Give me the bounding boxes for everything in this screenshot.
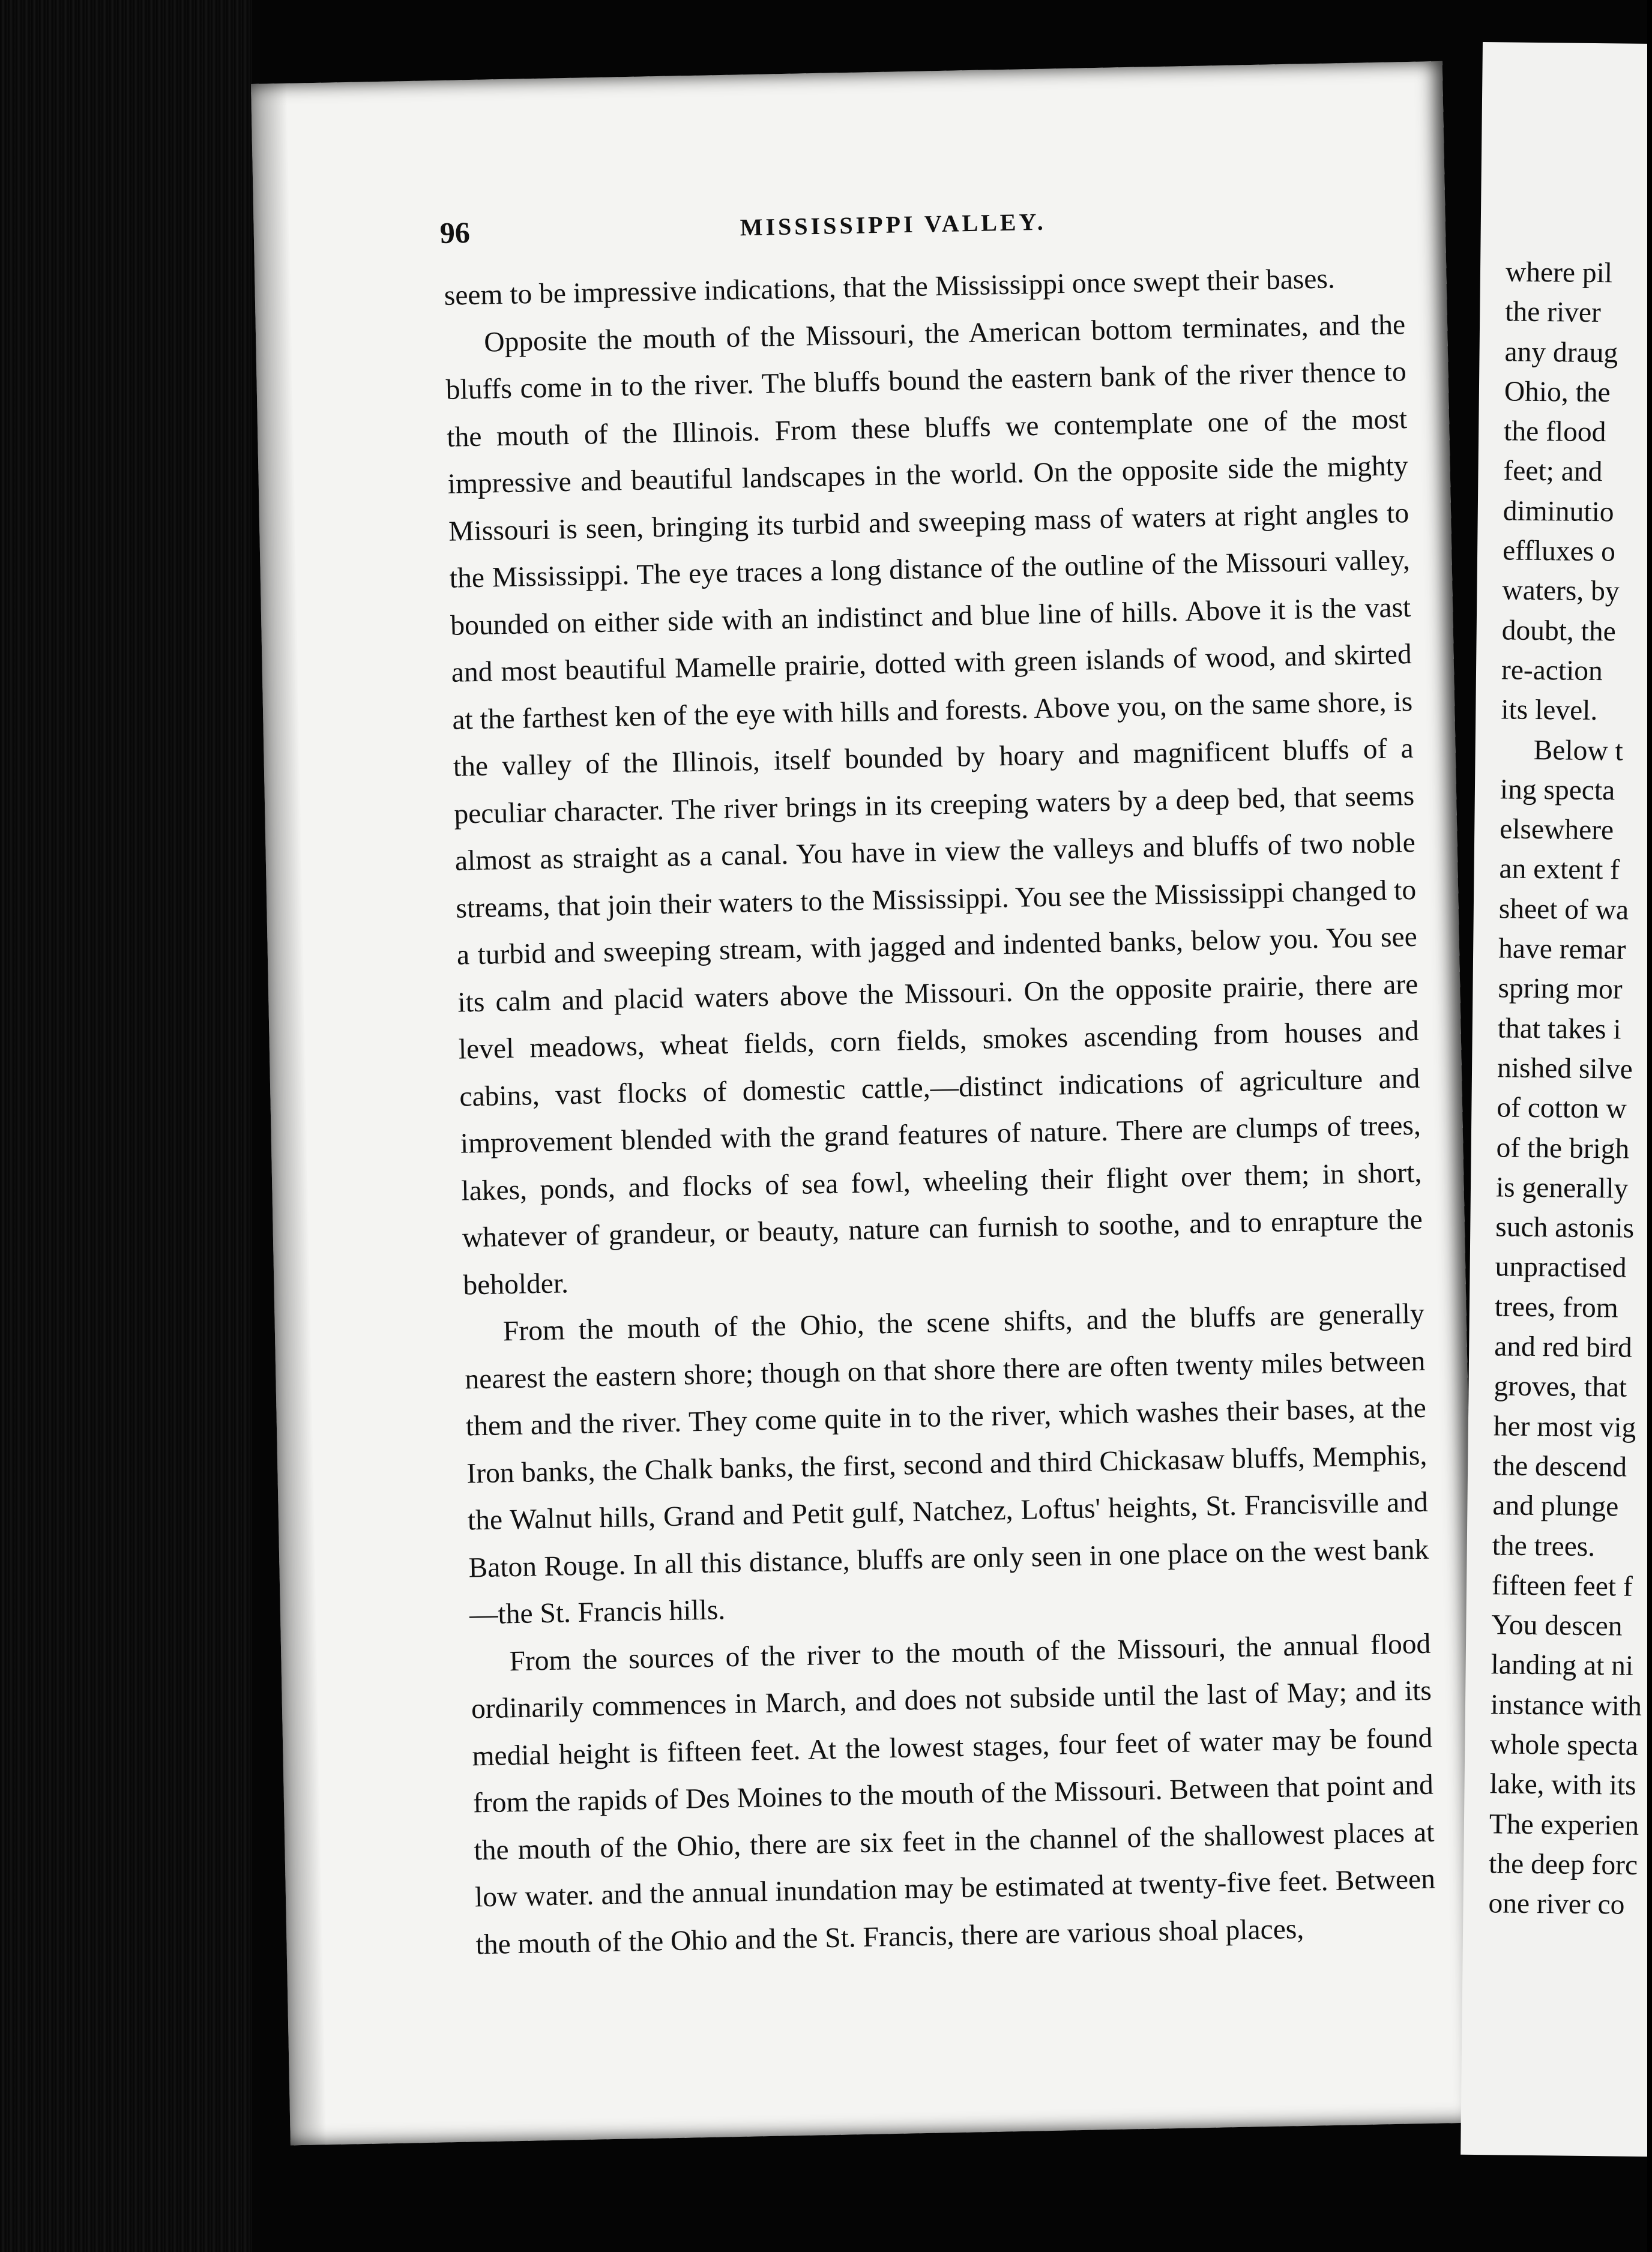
right-page-line: its level. (1501, 694, 1598, 727)
right-page-line: Ohio, the (1504, 376, 1611, 409)
right-page-line: The experien (1489, 1808, 1639, 1841)
right-page-line: You descen (1491, 1609, 1623, 1642)
right-page-text (1488, 252, 1652, 1927)
right-page-line: the trees. (1492, 1529, 1596, 1562)
right-page-line: elsewhere (1499, 813, 1614, 846)
right-page-line: ing specta (1500, 774, 1615, 807)
scan-edge (1647, 0, 1652, 2252)
right-page-line: of the brigh (1496, 1131, 1630, 1165)
page-header (439, 197, 1400, 257)
right-page-line: that takes i (1497, 1012, 1621, 1046)
right-page-line: doubt, the (1501, 615, 1616, 648)
right-page-line: any draug (1504, 336, 1618, 369)
right-page-line: groves, that (1494, 1370, 1627, 1403)
right-page-partial (1461, 42, 1652, 2157)
right-page-line: waters, by (1502, 574, 1620, 607)
right-page-line: feet; and (1503, 455, 1603, 488)
right-page-line: the river (1505, 296, 1602, 329)
right-page-line: nished silve (1497, 1052, 1633, 1085)
right-page-line: sheet of wa (1498, 893, 1629, 926)
right-page-line: effluxes o (1502, 535, 1616, 568)
right-page-line: landing at ni (1491, 1649, 1634, 1682)
right-page-line: where pil (1505, 256, 1613, 289)
paragraph-1: seem to be impressive indications, that the Mississippi once swept their bases. (444, 263, 1336, 312)
right-page-line: an extent f (1499, 853, 1620, 886)
page-number: 96 (439, 215, 471, 250)
body-text (444, 254, 1436, 1968)
paragraph-3: From the mouth of the Ohio, the scene shifts, and the bluffs are generally nearest the eastern shore; though on that shore there are often twenty miles between them and the river. They come quite in to the river, which washes their bases, at the Iron banks, the Chalk banks, the first, second and third Chickasaw bluffs, Memphis, the Walnut hills, Grand and Petit gulf, Natchez, Loftus' heights, St. Francisville and Baton Rouge. In all this distance, bluffs are only seen in one place on the west bank—the St. Francis hills. (464, 1298, 1429, 1631)
right-page-line: her most vig (1493, 1410, 1636, 1444)
right-page-line: and plunge (1492, 1490, 1619, 1523)
book-binding-edge (0, 0, 252, 2252)
right-page-line: have remar (1498, 933, 1626, 966)
right-page-line: whole specta (1490, 1729, 1639, 1762)
paragraph-2: Opposite the mouth of the Missouri, the American bottom terminates, and the bluffs come in to the river. The bluffs bound the eastern bank of the river thence to the mouth of the Illinois. From these bluffs we contemplate one of the most impressive and beautiful landscapes in the world. On the opposite side the mighty Missouri is seen, bringing its turbid and sweeping mass of waters at right angles to the Mississippi. The eye traces a long distance of the outline of the Missouri valley, bounded on either side with an indistinct and blue line of hills. Above it is the vast and most beautiful Mamelle prairie, dotted with green islands of wood, and skirted at the farthest ken of the eye with hills and forests. Above you, on the same shore, is the valley of the Illinois, itself bounded by hoary and magnificent bluffs of a peculiar character. The river brings in its creeping waters by a deep bed, that seems almost as straight as a canal. You have in view the valleys and bluffs of two noble streams, that join their waters to the Mississippi. You see the Mississippi changed to a turbid and sweeping stream, with jagged and indented banks, below you. You see its calm and placid waters above the Missouri. On the opposite prairie, there are level meadows, wheat fields, corn fields, smokes ascending from houses and cabins, vast flocks of domestic cattle,—distinct indications of agriculture and improvement blended with the grand features of nature. There are clumps of trees, lakes, ponds, and flocks of sea fowl, wheeling their flight over them; in short, whatever of grandeur, or beauty, nature can furnish to soothe, and to enrapture the beholder. (445, 309, 1423, 1301)
running-title: MISSISSIPPI VALLEY. (740, 208, 1047, 241)
right-page-line: lake, with its (1489, 1768, 1636, 1802)
right-page-line: one river co (1488, 1888, 1625, 1921)
right-page-line: unpractised (1495, 1251, 1627, 1284)
right-page-line: the descend (1492, 1450, 1627, 1483)
right-page-line: the deep forc (1488, 1848, 1638, 1881)
right-page-line: is generally (1495, 1172, 1629, 1205)
left-page (251, 61, 1482, 2145)
right-page-line: spring mor (1498, 972, 1623, 1005)
right-page-line: and red bird (1494, 1331, 1633, 1364)
right-page-line: the flood (1503, 415, 1606, 448)
right-page-line: of cotton w (1497, 1092, 1627, 1125)
right-page-line: such astonis (1495, 1211, 1635, 1244)
right-page-line: Below t (1533, 734, 1624, 767)
right-page-line: instance with (1490, 1688, 1642, 1722)
paragraph-4: From the sources of the river to the mouth of the Missouri, the annual flood ordinarily commences in March, and does not subside until the last of May; and its medial height is fifteen feet. At the lowest stages, four feet of water may be found from the rapids of Des Moines to the mouth of the Missouri. Between that point and the mouth of the Ohio, there are six feet in the channel of the shallowest places at low water. and the annual inundation may be estimated at twenty-five feet. Between the mouth of the Ohio and the St. Francis, there are various shoal places, (471, 1628, 1436, 1960)
right-page-line: diminutio (1503, 495, 1614, 528)
right-page-line: fifteen feet f (1491, 1570, 1633, 1603)
right-page-line: trees, from (1494, 1291, 1618, 1324)
right-page-line: re-action (1501, 654, 1603, 687)
